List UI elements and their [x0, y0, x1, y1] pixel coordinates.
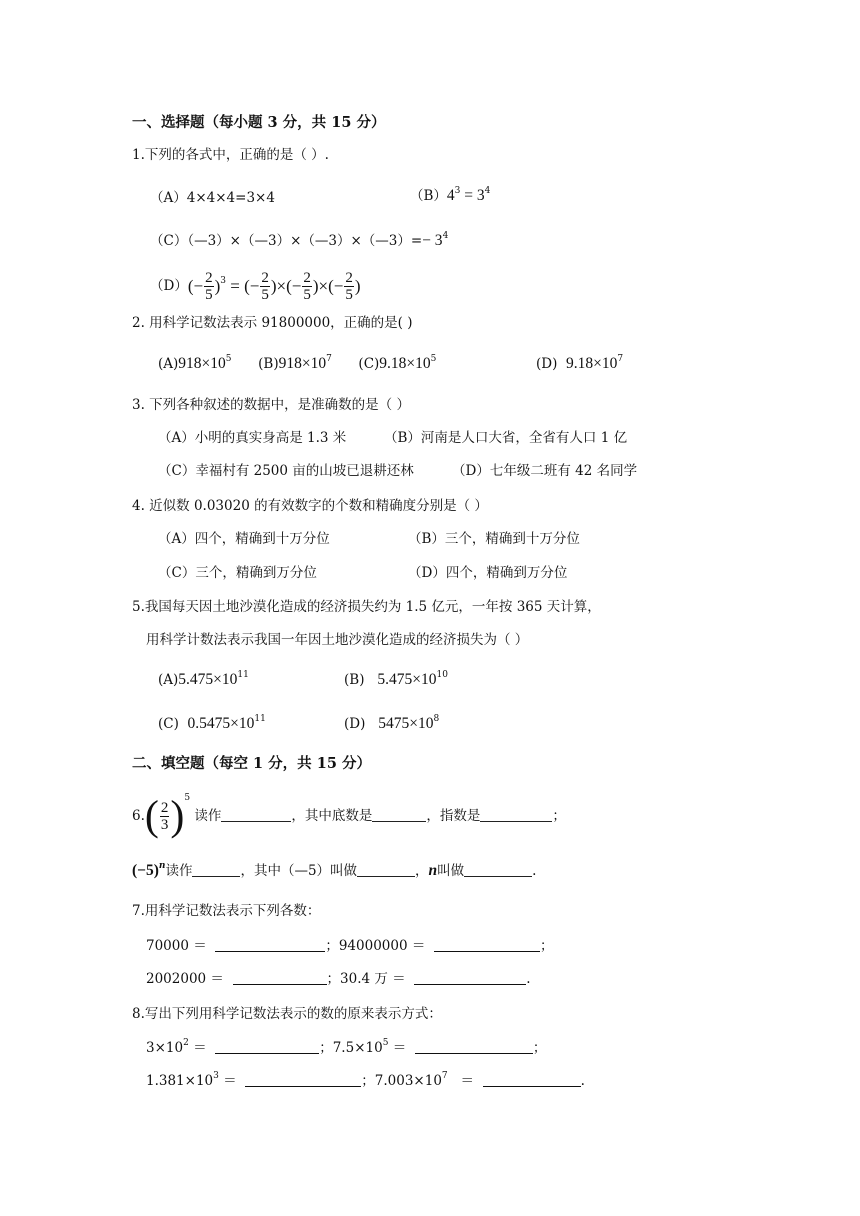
q6-line2-base: (−5) — [132, 862, 159, 879]
q2-c-label: (C) — [358, 356, 380, 372]
question-4-option-d: （D）四个，精确到万分位 — [408, 565, 568, 581]
option-d-exp: 3 — [220, 276, 226, 286]
q8-blank-a[interactable] — [215, 1040, 319, 1054]
fraction-2-5: $\frac{2}{5}$ — [205, 270, 213, 303]
question-3-option-b: （B）河南是人口大省，全省有人口 1 亿 — [384, 430, 628, 446]
q6-text-exponent: ，指数是 — [426, 808, 481, 824]
option-c-expr: − 3 — [422, 232, 443, 249]
q7-d-end: . — [526, 971, 531, 987]
question-3-option-a: （A）小明的真实身高是 1.3 米 — [158, 430, 347, 446]
question-6-line2 — [132, 862, 536, 880]
q5-b-exp: 10 — [436, 670, 448, 680]
q6-blank-base[interactable] — [372, 808, 426, 822]
question-2-option-d — [536, 355, 623, 373]
question-4-option-a: （A）四个，精确到十万分位 — [158, 531, 330, 547]
q6-frac-den: 3 — [160, 817, 169, 833]
q2-d-exp: 7 — [617, 354, 624, 364]
q6-blank-exponent[interactable] — [480, 808, 552, 822]
question-1-option-b — [410, 187, 490, 205]
q6-line2-text-2: ，其中（—5）叫做 — [240, 863, 358, 879]
question-2-options — [158, 355, 436, 373]
q2-a-exp: 5 — [225, 354, 232, 364]
q8-a-exp: 2 — [183, 1038, 189, 1048]
option-b-exp1: 3 — [454, 186, 461, 196]
question-5-stem-line2: 用科学计数法表示我国一年因土地沙漠化造成的经济损失为（ ） — [146, 632, 529, 648]
q6-semicolon: ； — [552, 808, 566, 824]
section-title-choice: 一、选择题（每小题 3 分，共 15 分） — [132, 114, 386, 131]
question-5-option-a — [158, 671, 249, 689]
q8-a-eq: ＝ — [188, 1040, 207, 1056]
q5-c-expr: 0.5475×10 — [187, 715, 255, 732]
question-4-option-c: （C）三个，精确到万分位 — [158, 565, 317, 581]
question-8-row2 — [146, 1072, 585, 1090]
q6-frac-num: 2 — [160, 800, 169, 816]
question-5-option-b — [344, 671, 448, 689]
q8-d-eq: ＝ — [456, 1073, 475, 1089]
q5-a-label: (A) — [158, 672, 179, 688]
q8-b-eq: ＝ — [388, 1040, 407, 1056]
option-b-exp2: 4 — [484, 186, 491, 196]
question-1-option-c — [150, 232, 448, 250]
q2-b-expr: 918×10 — [278, 355, 327, 372]
q7-b-end: ； — [539, 938, 554, 954]
q6-blank-read-2[interactable] — [192, 863, 240, 877]
question-1-stem: 1.下列的各式中，正确的是（ ）. — [132, 147, 329, 163]
q8-b-base: ；7.5×10 — [319, 1040, 383, 1056]
option-b-mid: = 3 — [460, 187, 485, 204]
q6-line2-n: n — [428, 862, 438, 879]
q2-d-expr: 9.18×10 — [565, 355, 618, 372]
q7-blank-d[interactable] — [414, 971, 526, 985]
q5-b-label: (B) — [344, 672, 365, 688]
q8-b-end: ； — [532, 1040, 547, 1056]
q2-c-exp: 5 — [430, 354, 437, 364]
question-5-stem-line1: 5.我国每天因土地沙漠化造成的经济损失约为 1.5 亿元，一年按 365 天计算， — [132, 599, 601, 615]
q6-power: 5 — [184, 793, 191, 803]
question-7-row2 — [146, 970, 531, 988]
q6-line2-period: . — [532, 863, 537, 879]
q6-line2-exp: n — [158, 861, 166, 871]
question-6-line1: 6.( $\frac{2}{3}$ )$^5$ 读作 ，其中底数是 ，指数是 ； — [132, 793, 566, 840]
q6-blank-base-2[interactable] — [357, 863, 415, 877]
q8-a-base: 3×10 — [146, 1040, 184, 1056]
option-b-base: 4 — [446, 187, 455, 204]
q8-d-base: ；7.003×10 — [361, 1073, 442, 1089]
q7-d-text: ；30.4 万 ＝ — [326, 971, 406, 987]
q8-b-exp: 5 — [382, 1038, 389, 1048]
q2-c-expr: 9.18×10 — [379, 355, 431, 372]
question-8-row1 — [146, 1039, 546, 1057]
option-b-label: （B） — [410, 188, 447, 204]
q5-a-expr: 5.475×10 — [178, 671, 238, 688]
q6-blank-n[interactable] — [464, 863, 532, 877]
q7-a-text: 70000 ＝ — [146, 938, 207, 954]
q2-a-expr: 918×10 — [178, 355, 226, 372]
q5-d-expr: 5475×10 — [378, 715, 434, 732]
question-5-option-d — [344, 715, 439, 733]
q6-text-read: 读作 — [194, 808, 222, 824]
q8-blank-d[interactable] — [483, 1073, 581, 1087]
q5-c-exp: 11 — [254, 714, 266, 724]
q7-blank-b[interactable] — [434, 938, 540, 952]
q6-line2-text-4: 叫做 — [437, 863, 465, 879]
q5-a-exp: 11 — [237, 670, 249, 680]
q2-d-label: (D) — [536, 356, 558, 372]
q8-c-base: 1.381×10 — [146, 1073, 214, 1089]
q6-line2-comma: ， — [415, 863, 429, 879]
q6-line2-read: 读作 — [165, 863, 193, 879]
q7-blank-c[interactable] — [233, 971, 327, 985]
q2-a-label: (A) — [158, 356, 179, 372]
q5-b-expr: 5.475×10 — [377, 671, 437, 688]
q8-c-exp: 3 — [213, 1071, 219, 1081]
question-1-option-a: （A）4×4×4=3×4 — [150, 190, 275, 206]
q2-b-label: (B) — [258, 356, 279, 372]
q6-blank-read[interactable] — [221, 808, 291, 822]
q8-blank-c[interactable] — [245, 1073, 361, 1087]
q2-b-exp: 7 — [326, 354, 332, 364]
question-5-option-c — [158, 715, 266, 733]
q7-blank-a[interactable] — [215, 938, 325, 952]
option-d-label: （D） — [150, 278, 188, 294]
question-4-option-b: （B）三个，精确到十万分位 — [408, 531, 580, 547]
q6-number: 6. — [132, 808, 145, 824]
q5-c-label: (C) — [158, 716, 179, 732]
q6-fraction — [160, 800, 170, 833]
q8-blank-b[interactable] — [415, 1040, 533, 1054]
question-4-stem: 4. 近似数 0.03020 的有效数字的个数和精确度分别是（ ） — [132, 498, 488, 514]
q8-d-end: . — [580, 1073, 585, 1089]
q5-d-exp: 8 — [433, 714, 440, 724]
question-3-stem: 3. 下列各种叙述的数据中，是准确数的是（ ） — [132, 397, 410, 413]
option-c-label: （C）（—3）×（—3）×（—3）×（—3）= — [150, 233, 423, 249]
section-title-fill: 二、填空题（每空 1 分，共 15 分） — [132, 755, 371, 772]
option-c-exp: 4 — [442, 231, 449, 241]
q8-c-eq: ＝ — [218, 1073, 237, 1089]
question-1-option-d: （D）(− $\frac{2}{5}$ )$^3$ = (− $\frac{2}{5}$ )×(− $\frac{2}{5}$ )×(− $\frac{2}{5}$ ) — [150, 270, 361, 303]
question-3-option-d: （D）七年级二班有 42 名同学 — [452, 463, 638, 479]
question-8-stem: 8.写出下列用科学记数法表示的数的原来表示方式： — [132, 1006, 442, 1022]
question-2-stem: 2. 用科学记数法表示 91800000，正确的是( ) — [132, 315, 413, 331]
question-3-option-c: （C）幸福村有 2500 亩的山坡已退耕还林 — [158, 463, 414, 479]
q6-text-base: ，其中底数是 — [291, 808, 373, 824]
q7-c-text: 2002000 ＝ — [146, 971, 224, 987]
q5-d-label: (D) — [344, 716, 366, 732]
question-7-row1 — [146, 937, 553, 955]
question-7-stem: 7.用科学记数法表示下列各数： — [132, 903, 321, 919]
q7-b-text: ；94000000 ＝ — [325, 938, 426, 954]
q8-d-exp: 7 — [441, 1071, 448, 1081]
